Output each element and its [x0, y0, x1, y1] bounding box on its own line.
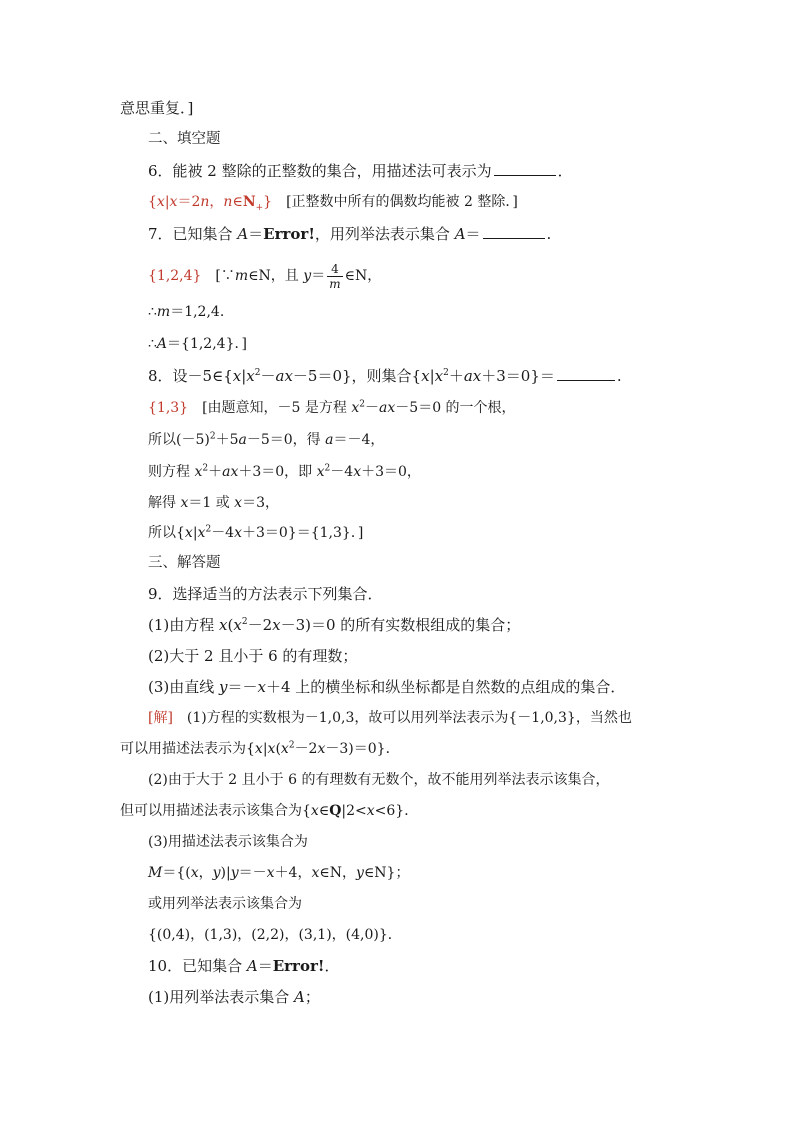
- question-10: 10．已知集合 A＝Error!．: [148, 957, 340, 975]
- question-9: 9．选择适当的方法表示下列集合．: [148, 585, 383, 603]
- solution-9-line: (3)用描述法表示该集合为: [148, 834, 308, 850]
- solution-9-line: {(0,4)，(1,3)，(2,2)，(3,1)，(4,0)}．: [148, 927, 402, 943]
- question-8: 8．设$-5\in\{x|x^2-ax-5=0\}$，则集合$\{x|x^2+ax+3=0\}=$ .: [148, 367, 622, 385]
- solution-9-line: 可以用描述法表示为$\{x|x(x^2-2x-3)=0\}$．: [120, 740, 400, 757]
- answer-7-step: ∴A＝{1,2,4}．]: [148, 336, 247, 352]
- question-10-part: (1)用列举法表示集合 A；: [148, 988, 320, 1006]
- solution-9-line: 但可以用描述法表示该集合为{x∈Q|2<x<6}．: [120, 803, 419, 819]
- question-7: 7．已知集合 A＝Error!，用列举法表示集合 A＝ .: [148, 225, 552, 243]
- answer-8-step: 所以$(-5)^2+5a-5=0$，得 a＝－4，: [148, 431, 385, 448]
- answer-blank: [557, 366, 615, 381]
- answer-6: {x|x＝2n，$n\in N_+$} [正整数中所有的偶数均能被 2 整除．]: [148, 194, 518, 213]
- solution-9-line: 或用列举法表示该集合为: [148, 896, 302, 912]
- section-heading: 二、填空题: [148, 131, 221, 147]
- solution-9-line: (2)由于大于 2 且小于 6 的有理数有无数个，故不能用列举法表示该集合，: [148, 772, 610, 788]
- answer-8-step: 解得 x＝1 或 x＝3，: [148, 495, 279, 511]
- answer-8: {1,3} [由题意知，－5 是方程 $x^2-ax-5=0$ 的一个根，: [148, 399, 516, 416]
- fraction: $\frac{4}{m}$: [329, 261, 341, 291]
- answer-blank: [483, 224, 545, 239]
- text-line: 意思重复．]: [120, 99, 194, 117]
- question-9-part: (1)由方程 $x(x^2-2x-3)=0$ 的所有实数根组成的集合；: [148, 616, 521, 634]
- section-heading: 三、解答题: [148, 555, 221, 571]
- solution-9-line: M＝{(x，y)|y＝－x＋4，x∈N，y∈N}；: [148, 865, 410, 881]
- answer-blank: [494, 161, 556, 176]
- question-9-part: (3)由直线 y＝－x＋4 上的横坐标和纵坐标都是自然数的点组成的集合．: [148, 678, 626, 696]
- answer-8-step: 则方程 $x^2+ax+3=0$，即 $x^2-4x+3=0$，: [148, 463, 421, 480]
- answer-7: {1,2,4} [∵m∈N，且 y＝ $\frac{4}{m}$ ∈N，: [148, 261, 382, 291]
- solution-9: [解] (1)方程的实数根为－1,0,3，故可以用列举法表示为{－1,0,3}，当然也: [148, 710, 632, 726]
- question-9-part: (2)大于 2 且小于 6 的有理数；: [148, 647, 358, 665]
- question-6: 6．能被 2 整除的正整数的集合，用描述法可表示为 ．: [148, 162, 573, 180]
- answer-8-step: 所以$\{x|x^2-4x+3=0\}=\{1,3\}$．]: [148, 524, 364, 541]
- answer-7-step: ∴m＝1,2,4.: [148, 304, 225, 320]
